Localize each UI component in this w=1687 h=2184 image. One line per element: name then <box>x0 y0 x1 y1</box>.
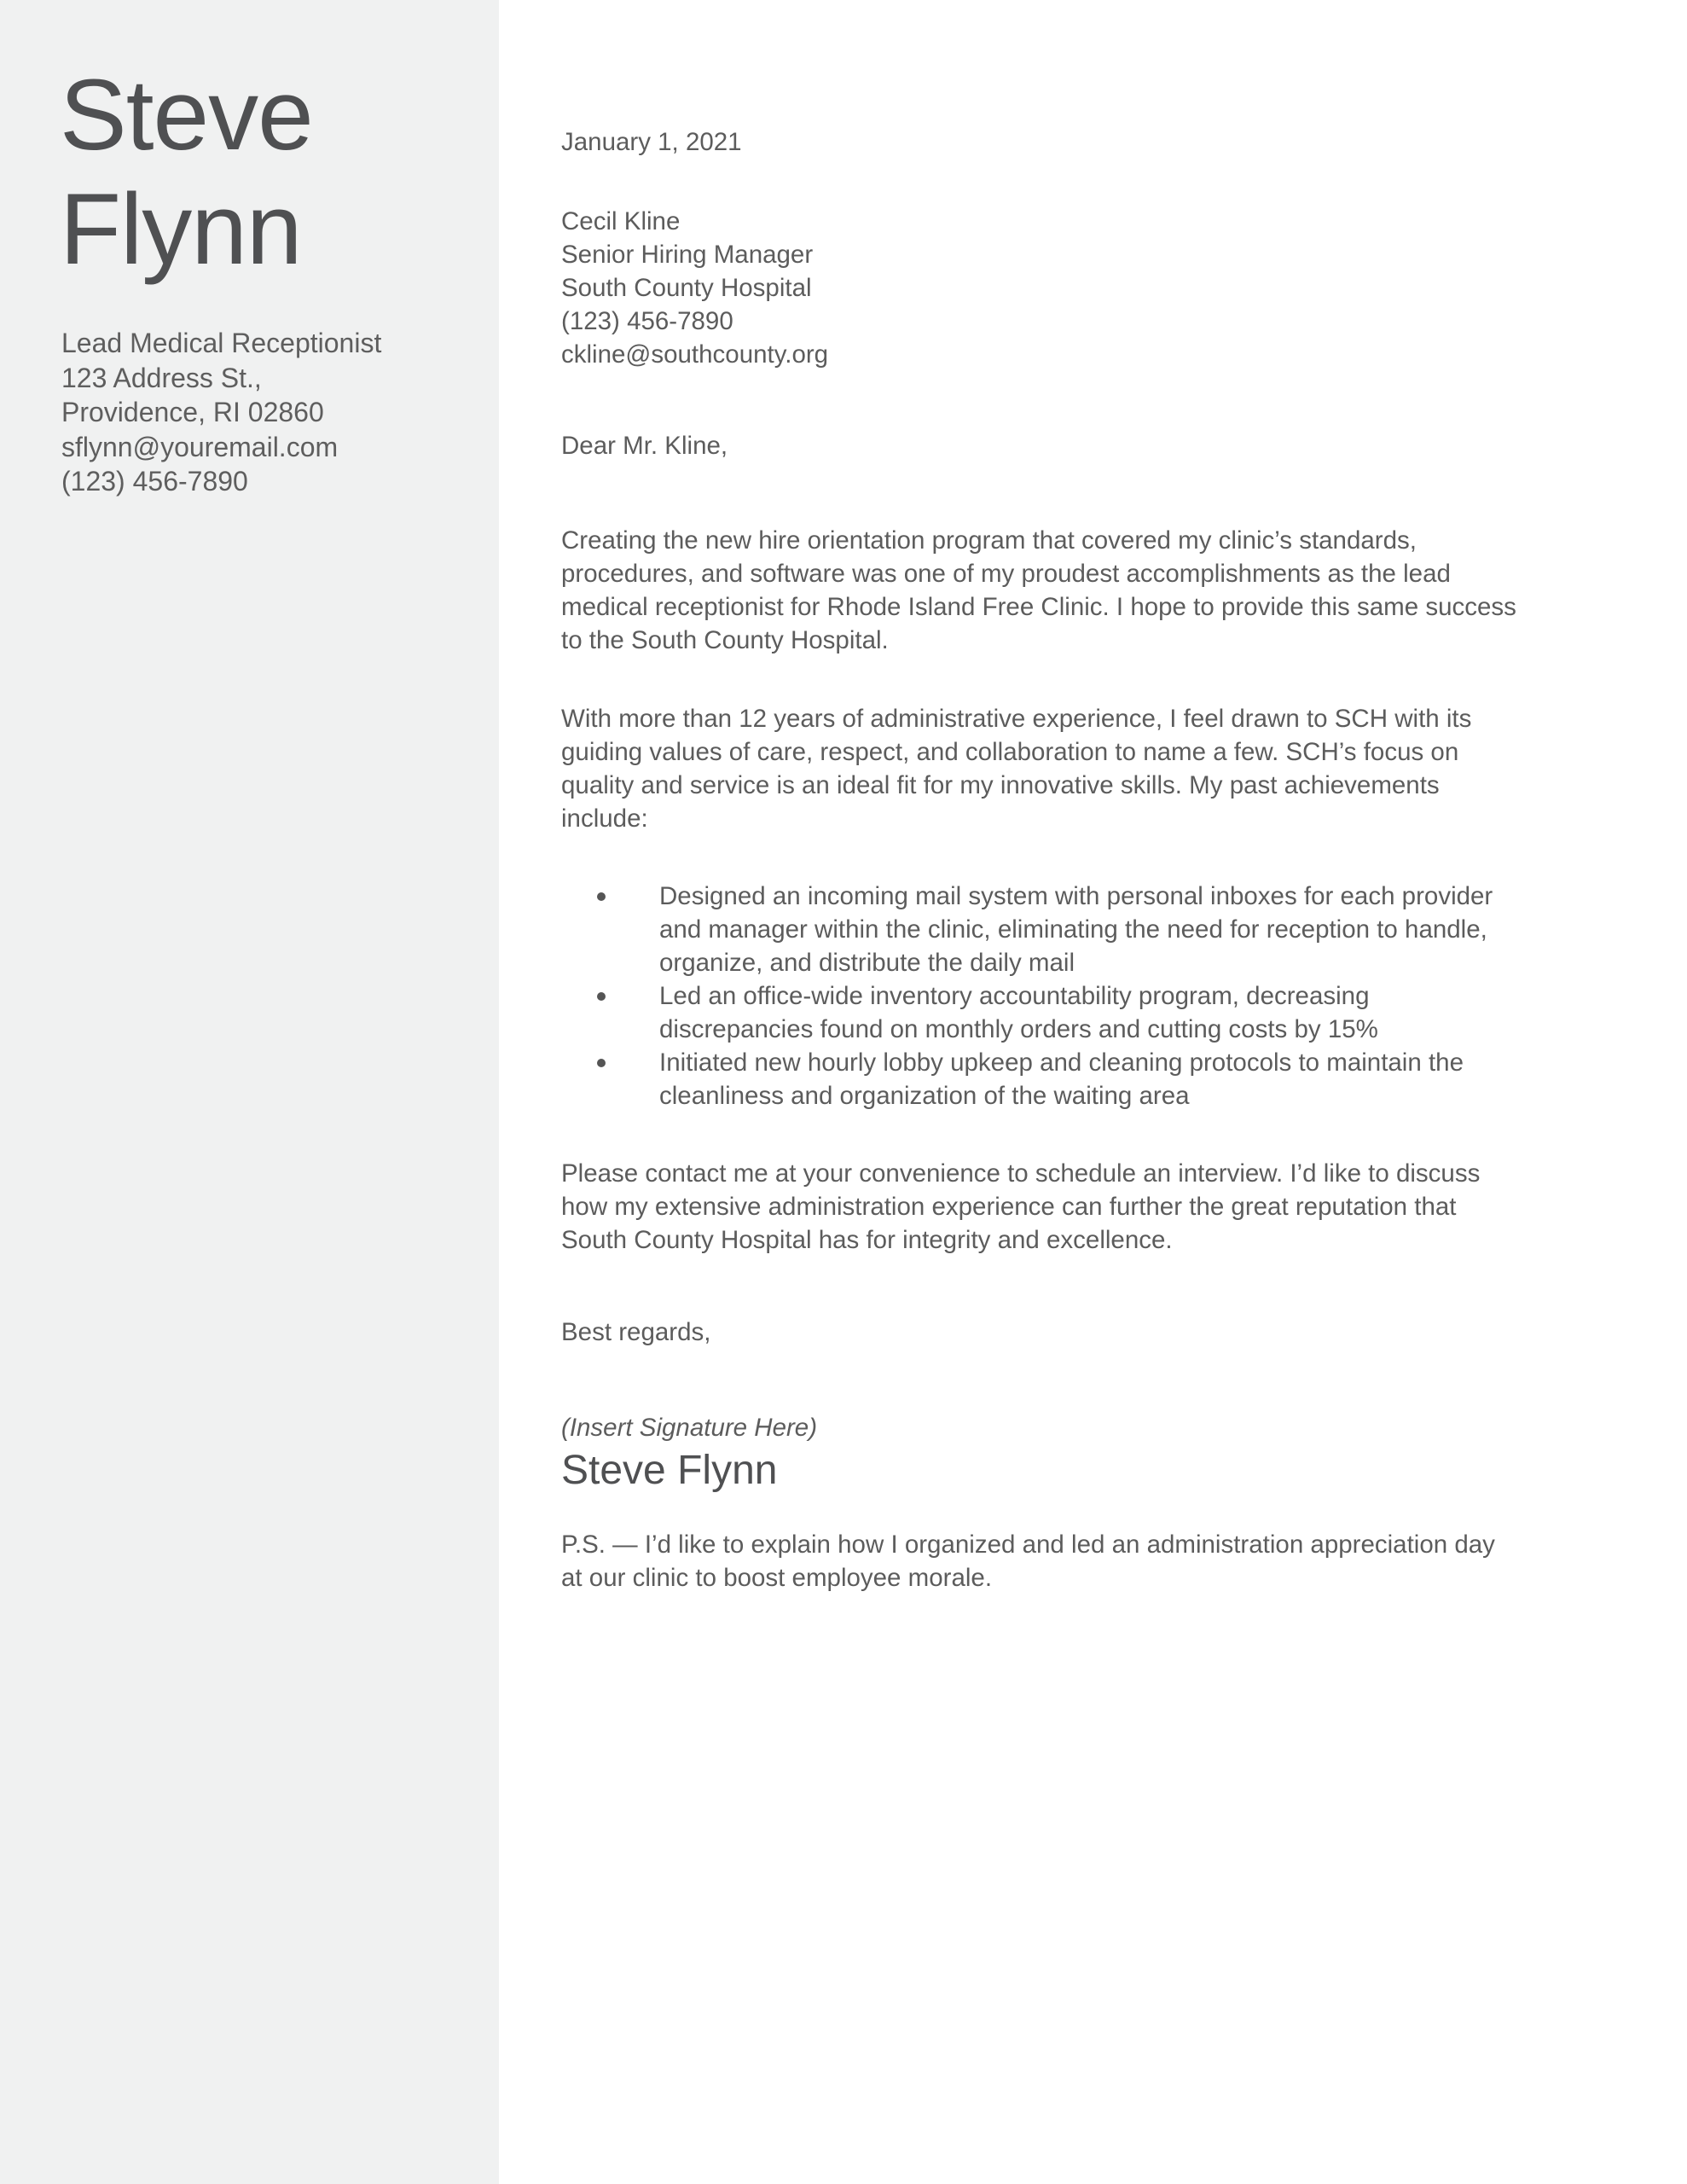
paragraph-line: at our clinic to boost employee morale. <box>561 1564 993 1592</box>
list-item-line: organize, and distribute the daily mail <box>659 949 1075 977</box>
list-item <box>561 979 1610 1046</box>
paragraph-line: procedures, and software was one of my proudest accomplishments as the lead <box>561 560 1451 588</box>
postscript <box>561 1528 1610 1594</box>
sidebar <box>0 0 499 2184</box>
paragraph-line: South County Hospital has for integrity and excellence. <box>561 1226 1173 1254</box>
signature-placeholder: (Insert Signature Here) <box>561 1414 818 1442</box>
paragraph-line: Creating the new hire orientation program that covered my clinic’s standards, <box>561 526 1417 555</box>
recipient-phone: (123) 456-7890 <box>561 307 733 335</box>
closing: Best regards, <box>561 1318 711 1346</box>
paragraph-line: guiding values of care, respect, and collaboration to name a few. SCH’s focus on <box>561 738 1459 766</box>
paragraph-line: how my extensive administration experience can further the great reputation that <box>561 1193 1457 1221</box>
list-item-line: discrepancies found on monthly orders and cutting costs by 15% <box>659 1015 1378 1043</box>
bullet-icon <box>597 1059 606 1067</box>
list-item-line: Initiated new hourly lobby upkeep and cleaning protocols to maintain the <box>659 1048 1464 1077</box>
sender-email: sflynn@youremail.com <box>61 431 339 462</box>
recipient-email: ckline@southcounty.org <box>561 340 829 369</box>
bullet-icon <box>597 992 606 1001</box>
paragraph-line: to the South County Hospital. <box>561 626 889 654</box>
sender-first-name: Steve <box>60 59 313 171</box>
signature-name: Steve Flynn <box>561 1448 778 1493</box>
list-item-line: cleanliness and organization of the waiting area <box>659 1082 1190 1110</box>
list-item-line: and manager within the clinic, eliminating the need for reception to handle, <box>659 915 1487 944</box>
sender-name <box>60 58 313 287</box>
letter-date: January 1, 2021 <box>561 128 742 156</box>
sender-title: Lead Medical Receptionist <box>61 328 382 358</box>
paragraph-line: include: <box>561 804 648 833</box>
paragraph-1 <box>561 524 1610 657</box>
bullet-icon <box>597 892 606 901</box>
recipient-name: Cecil Kline <box>561 207 681 235</box>
sender-last-name: Flynn <box>60 173 302 286</box>
paragraph-line: medical receptionist for Rhode Island Free Clinic. I hope to provide this same success <box>561 593 1516 621</box>
sender-address-line1: 123 Address St., <box>61 362 262 393</box>
list-item-line: Led an office-wide inventory accountability program, decreasing <box>659 982 1370 1010</box>
list-item <box>561 880 1610 979</box>
recipient-organization: South County Hospital <box>561 274 812 302</box>
paragraph-line: P.S. — I’d like to explain how I organized and led an administration appreciation day <box>561 1531 1495 1559</box>
sender-contact <box>61 326 381 499</box>
achievements-list <box>561 880 1610 1112</box>
recipient-block <box>561 205 1610 371</box>
paragraph-line: With more than 12 years of administrative experience, I feel drawn to SCH with its <box>561 705 1472 733</box>
sender-phone: (123) 456-7890 <box>61 466 248 497</box>
paragraph-3 <box>561 1157 1610 1257</box>
paragraph-line: Please contact me at your convenience to schedule an interview. I’d like to discuss <box>561 1159 1481 1188</box>
sender-address-line2: Providence, RI 02860 <box>61 397 324 427</box>
paragraph-line: quality and service is an ideal fit for my innovative skills. My past achievements <box>561 771 1440 799</box>
recipient-title: Senior Hiring Manager <box>561 241 814 269</box>
list-item-line: Designed an incoming mail system with personal inboxes for each provider <box>659 882 1493 910</box>
salutation: Dear Mr. Kline, <box>561 432 728 460</box>
list-item <box>561 1046 1610 1112</box>
paragraph-2 <box>561 702 1610 835</box>
